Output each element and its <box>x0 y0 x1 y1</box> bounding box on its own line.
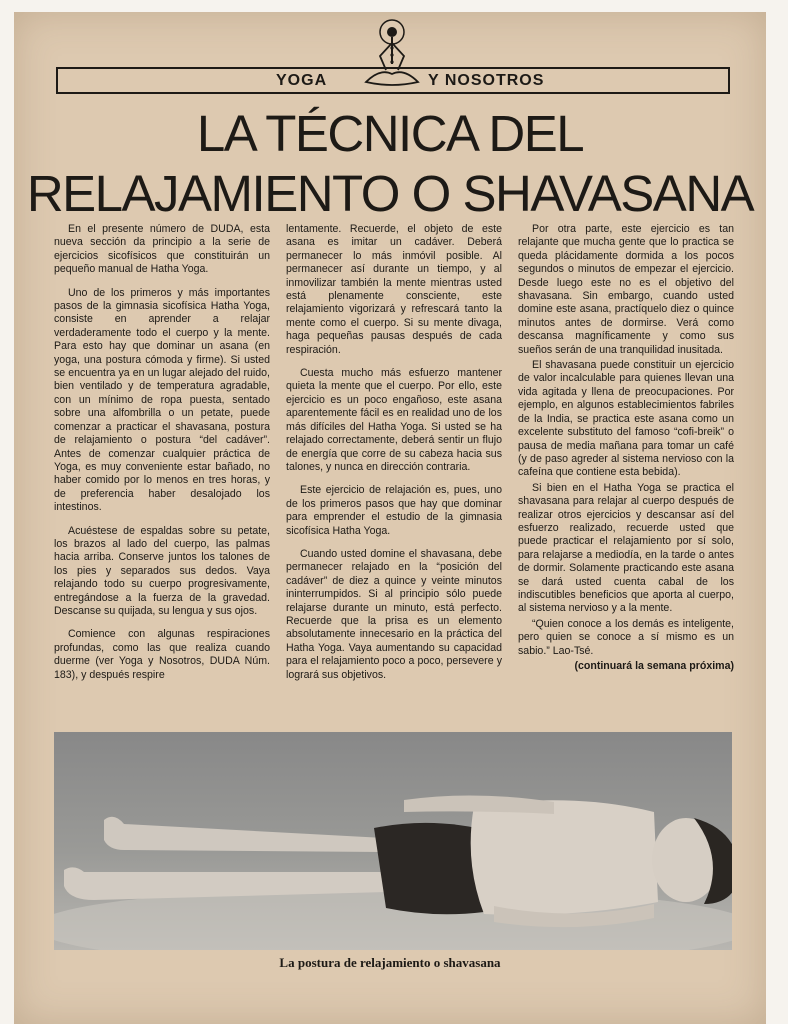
continue-note: (continuará la semana próxima) <box>574 660 734 672</box>
magazine-page <box>14 12 766 1024</box>
paragraph: Uno de los primeros y más importantes pasos de la gimnasia sicofísica Hatha Yoga, consiste en aprender a relajar verdaderamente todo el cuerpo y la mente. Para esto hay que dominar un asana (en yoga, una postura cómoda y firme). Si usted se encuentra ya en un lugar alejado del ruido, bien ventilado y de temperatura agradable, con un mínimo de ropa puesta, sentado sobre una alfombrilla o un petate, puede comenzar a practicar el shavasana, postura de relajamiento o postura “del cadáver”. Antes de comenzar cualquier práctica de Yoga, es muy conveniente estar bañado, no haber comido por lo menos en tres horas, y de preferencia haber desalojado los intestinos. <box>54 286 270 514</box>
reclining-figure-illustration <box>54 732 732 950</box>
paragraph: En el presente número de DUDA, esta nueva sección da principio a la serie de ejercicios sicofísicos que constituirán un pequeño manual de Hatha Yoga. <box>54 223 270 276</box>
article-title-line-2: RELAJAMIENTO O SHAVASANA <box>26 165 754 222</box>
text-column-2 <box>286 223 502 692</box>
text-column-1 <box>54 223 270 692</box>
paragraph: Este ejercicio de relajación es, pues, uno de los primeros pasos que hay que dominar para emprender el estudio de la gimnasia sicofísica Hatha Yoga. <box>286 484 502 537</box>
photo-caption: La postura de relajamiento o shavasana <box>279 955 501 970</box>
paragraph: lentamente. Recuerde, el objeto de este asana es imitar un cadáver. Deberá permanecer lo más inmóvil posible. Al permanecer así durante un tiempo, y al inmovilizar también la mente mientras usted está plenamente consciente, este relajamiento vigorizará y refrescará tanto la mente como el cuerpo. Si su mente divaga, haga pequeñas pausas después de cada respiración. <box>286 223 502 356</box>
paragraph: Cuesta mucho más esfuerzo mantener quieta la mente que el cuerpo. Por ello, este ejercicio es un poco engañoso, este asana aparentemente fácil es en realidad uno de los más difíciles del Hatha Yoga. Si usted se ha relajado correctamente, deberá sentir un flujo de energía que corre de su cabeza hacia sus talones, y nunca en dirección contraria. <box>286 367 502 473</box>
paragraph: Cuando usted domine el shavasana, debe permanecer relajado en la “posición del cadáver” de diez a quince y veinte minutos ininterrumpidos. Si al principio sólo puede relajarse durante un minuto, está perfecto. Recuerde que la prisa es un elemento absolutamente innecesario en la práctica del Hatha Yoga. Vaya aumentando su capacidad para el relajamiento poco a poco, persevere y logrará sus objetivos. <box>286 547 502 681</box>
section-header <box>56 67 730 94</box>
quote-paragraph: “Quien conoce a los demás es inteligente, pero quien se conoce a sí mismo es un sabio.” Lao-Tsé. <box>518 617 734 657</box>
paragraph: Si bien en el Hatha Yoga se practica el shavasana para relajar al cuerpo después de realizar otros ejercicios y descansar así del esfuerzo realizado, recuerde usted que puede practicar el relajamiento por sí solo, para relajarse a mediodía, en la tarde o antes de dormir. Solamente practicando este asana se dará usted cuenta cabal de los indiscutibles beneficios que aporta al cuerpo, al sistema nervioso y a la mente. <box>518 481 734 615</box>
paragraph: Por otra parte, este ejercicio es tan relajante que mucha gente que lo practica se queda plácidamente dormida a los pocos segundos o minutos de empezar el ejercicio. Desde luego este no es el objetivo del shavasana. Sin embargo, cuando usted domine este asana, practíquelo diez o quince minutos antes de dormirse. Verá como descansa magníficamente y como sus sueños serán de una tranquilidad inusitada. <box>518 223 734 356</box>
section-label-right: Y NOSOTROS <box>428 72 545 89</box>
paragraph: El shavasana puede constituir un ejercicio de valor incalculable para quienes llevan una vida agitada y llena de preocupaciones. Por ejemplo, en algunos establecimientos fabriles de la India, se practica este asana como un excelente substituto del famoso “cofi-breik” o pausa de media mañana para tomar un café (y de paso agreder al sistema nervioso con la cafeína que contiene esta bebida). <box>518 359 734 479</box>
article-title-line-1: LA TÉCNICA DEL <box>196 105 584 162</box>
shavasana-photo <box>54 732 732 950</box>
paragraph: Acuéstese de espaldas sobre su petate, los brazos al lado del cuerpo, las palmas hacia arriba. Conserve juntos los talones de los pies y separados sus dedos. Vaya relajando todo su cuerpo progresivamente, entregándose a la fuerza de la gravedad. Descanse su quijada, su lengua y sus ojos. <box>54 524 270 617</box>
text-column-3 <box>518 223 734 683</box>
paragraph: Comience con algunas respiraciones profundas, como las que realiza cuando duerme (ver Yoga y Nosotros, DUDA Núm. 183), y después respire <box>54 628 270 681</box>
section-label-left: YOGA <box>276 72 328 89</box>
